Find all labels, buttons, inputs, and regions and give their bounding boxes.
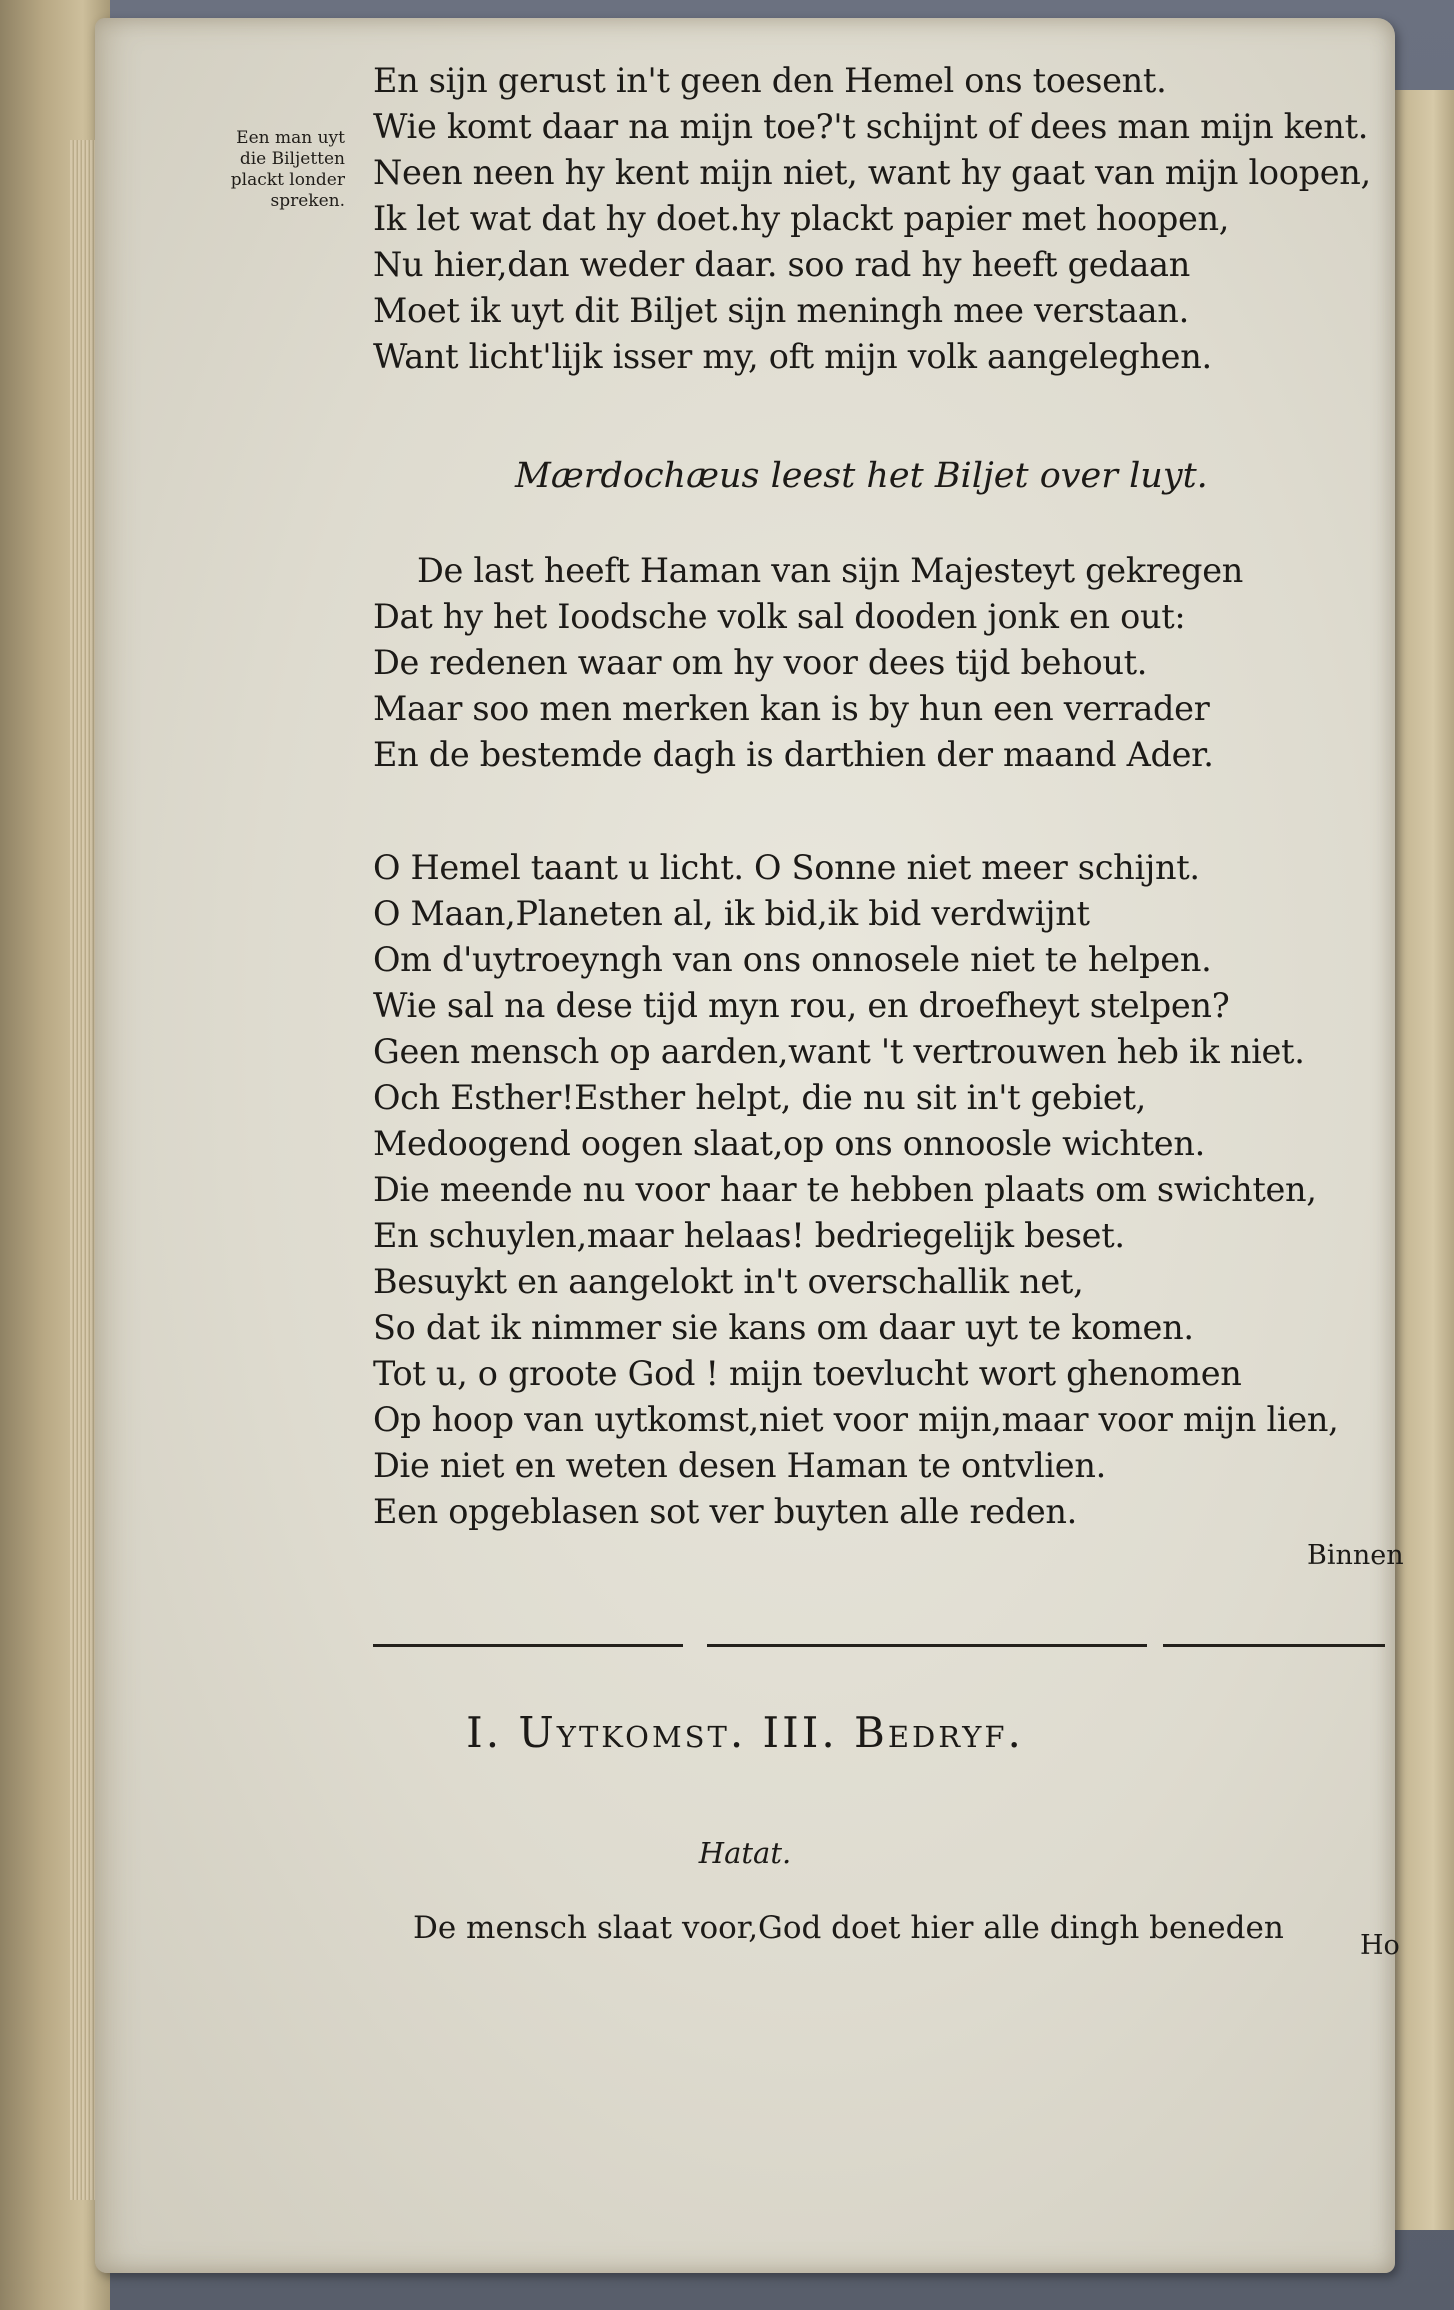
proclamation-line: De last heeft Haman van sijn Majesteyt gekregen <box>417 551 1244 590</box>
margin-note-line: spreken. <box>270 191 345 211</box>
page-content <box>95 18 1404 2273</box>
lament-line: Medoogend oogen slaat,op ons onnoosle wichten. <box>373 1124 1205 1163</box>
book-page <box>95 18 1404 2273</box>
lament-line: En schuylen,maar helaas! bedriegelijk beset. <box>373 1216 1125 1255</box>
lament-line: Op hoop van uytkomst,niet voor mijn,maar voor mijn lien, <box>373 1400 1339 1439</box>
margin-note <box>195 128 345 212</box>
divider-rule <box>1163 1644 1385 1647</box>
proclamation-line: Dat hy het Ioodsche volk sal dooden jonk en out: <box>373 597 1186 636</box>
verse-line: Neen neen hy kent mijn niet, want hy gaat van mijn loopen, <box>373 153 1371 192</box>
lament-line: Die niet en weten desen Haman te ontvlien. <box>373 1446 1106 1485</box>
speaker-name: Hatat. <box>698 1836 792 1870</box>
verse-line: Nu hier,dan weder daar. soo rad hy heeft gedaan <box>373 245 1191 284</box>
verse-block-top <box>373 58 1383 380</box>
lament-line: Besuykt en aangelokt in't overschallik net, <box>373 1262 1084 1301</box>
lament-line: Wie sal na dese tijd myn rou, en droefheyt stelpen? <box>373 986 1230 1025</box>
lament-line: Tot u, o groote God ! mijn toevlucht wort ghenomen <box>373 1354 1242 1393</box>
lament-line: Om d'uytroeyngh van ons onnosele niet te helpen. <box>373 940 1212 979</box>
lament-line: Och Esther!Esther helpt, die nu sit in't gebiet, <box>373 1078 1146 1117</box>
lament-line: Die meende nu voor haar te hebben plaats om swichten, <box>373 1170 1317 1209</box>
verse-line: Ik let wat dat hy doet.hy plackt papier met hoopen, <box>373 199 1230 238</box>
lament-line: Geen mensch op aarden,want 't vertrouwen heb ik niet. <box>373 1032 1305 1071</box>
verse-line: Moet ik uyt dit Biljet sijn meningh mee verstaan. <box>373 291 1189 330</box>
running-head: I. Uytkomst. III. Bedryf. <box>466 1708 1024 1757</box>
verse-line: De mensch slaat voor,God doet hier alle dingh beneden <box>413 1910 1284 1946</box>
margin-note-line: plackt londer <box>230 170 345 190</box>
lament-line: O Hemel taant u licht. O Sonne niet meer schijnt. <box>373 848 1200 887</box>
catchword: Binnen <box>1307 1540 1404 1571</box>
verse-line: Want licht'lijk isser my, oft mijn volk aangeleghen. <box>373 337 1212 376</box>
book-right-edge <box>1385 90 1454 2230</box>
verse-line: En sijn gerust in't geen den Hemel ons toesent. <box>373 61 1167 100</box>
verse-line: Wie komt daar na mijn toe?'t schijnt of dees man mijn kent. <box>373 107 1369 146</box>
lament-block <box>373 845 1383 1535</box>
proclamation-block <box>373 548 1383 778</box>
lament-line: O Maan,Planeten al, ik bid,ik bid verdwijnt <box>373 894 1090 933</box>
margin-note-line: die Biljetten <box>239 149 345 169</box>
proclamation-line: De redenen waar om hy voor dees tijd behout. <box>373 643 1148 682</box>
lament-line: Een opgeblasen sot ver buyten alle reden. <box>373 1492 1078 1531</box>
lament-line: So dat ik nimmer sie kans om daar uyt te komen. <box>373 1308 1194 1347</box>
catchword: Ho <box>1360 1930 1400 1961</box>
proclamation-line: En de bestemde dagh is darthien der maand Ader. <box>373 735 1214 774</box>
stage-direction: Mærdochæus leest het Biljet over luyt. <box>515 456 1208 496</box>
proclamation-line: Maar soo men merken kan is by hun een verrader <box>373 689 1210 728</box>
divider-rule <box>707 1644 1147 1647</box>
margin-note-line: Een man uyt <box>236 128 345 148</box>
divider-rule <box>373 1644 683 1647</box>
